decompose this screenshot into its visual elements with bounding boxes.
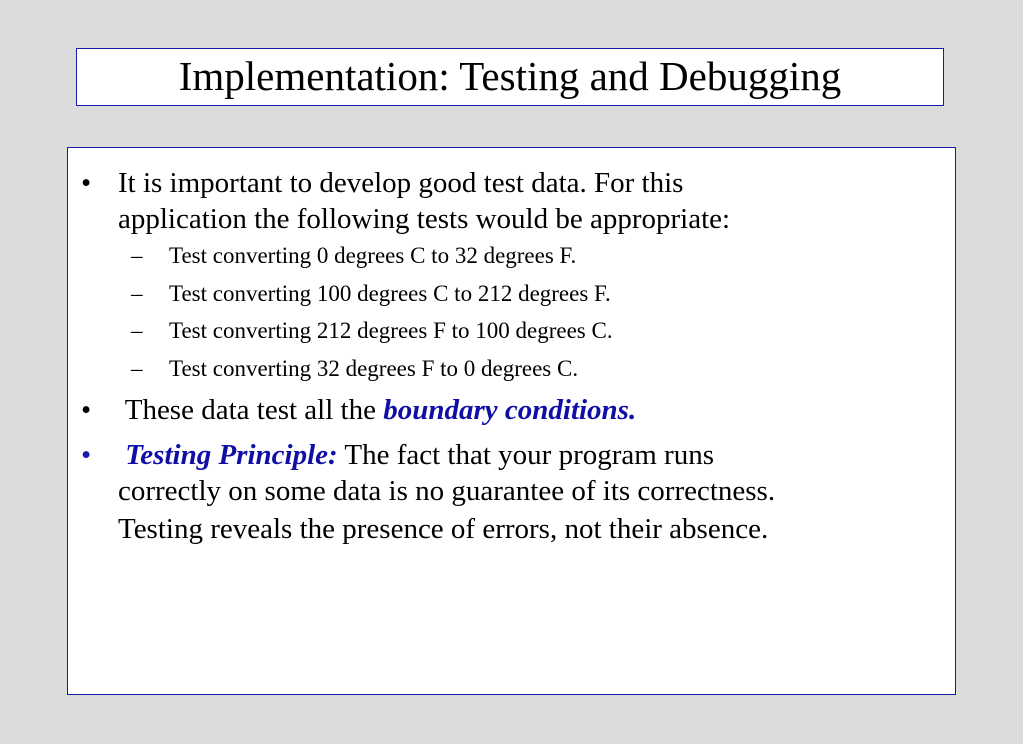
bullet-marker: • xyxy=(81,394,92,426)
dash-marker: – xyxy=(131,281,143,306)
dash-marker: – xyxy=(131,356,143,381)
sub-item-text: Test converting 32 degrees F to 0 degrees C. xyxy=(169,356,579,381)
slide-content-box xyxy=(67,147,956,695)
boundary-conditions-emphasis: boundary conditions. xyxy=(383,394,637,426)
bullet-text-line: It is important to develop good test data. For this xyxy=(118,167,684,199)
sub-item-text: Test converting 100 degrees C to 212 degrees F. xyxy=(169,281,611,306)
bullet-text-line: Testing reveals the presence of errors, not their absence. xyxy=(118,513,769,545)
bullet-boundary-conditions xyxy=(81,392,637,428)
sub-item-test-0c xyxy=(131,242,577,270)
bullet-text-line: application the following tests would be appropriate: xyxy=(118,203,731,235)
bullet-text-line: correctly on some data is no guarantee of its correctness. xyxy=(118,475,776,507)
testing-principle-emphasis: Testing Principle: xyxy=(118,439,338,471)
slide-title-box xyxy=(76,48,944,106)
dash-marker: – xyxy=(131,318,143,343)
sub-item-test-100c xyxy=(131,280,611,308)
slide-title: Implementation: Testing and Debugging xyxy=(178,52,842,99)
bullet-text: These data test all the xyxy=(118,394,384,426)
sub-item-test-32f xyxy=(131,355,579,383)
bullet-marker: • xyxy=(81,167,92,199)
dash-marker: – xyxy=(131,243,143,268)
bullet-test-data xyxy=(81,165,731,237)
bullet-testing-principle xyxy=(81,437,776,547)
bullet-text: The fact that your program runs xyxy=(337,439,715,471)
sub-item-text: Test converting 212 degrees F to 100 degrees C. xyxy=(169,318,613,343)
bullet-marker: • xyxy=(81,439,92,471)
sub-item-test-212f xyxy=(131,317,613,345)
sub-item-text: Test converting 0 degrees C to 32 degrees F. xyxy=(169,243,577,268)
